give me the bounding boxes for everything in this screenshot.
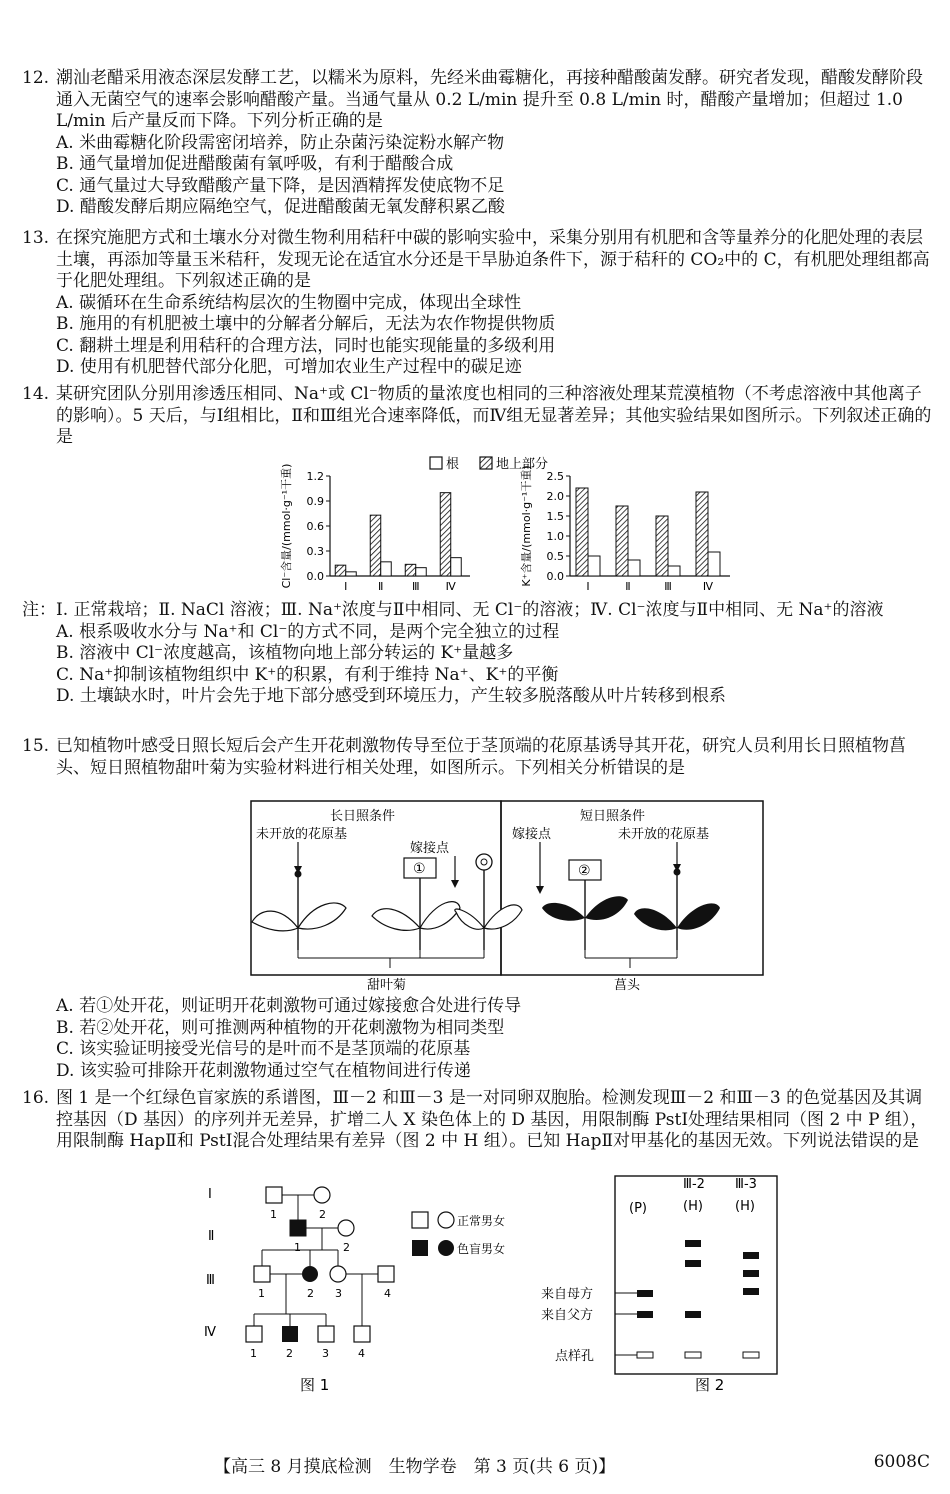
svg-text:2: 2 (286, 1347, 293, 1360)
y-tick-label: 1.5 (546, 510, 564, 523)
y-axis-label: K⁺含量/(mmol·g⁻¹干重) (520, 465, 533, 587)
option-a: A. 米曲霉糖化阶段需密闭培养，防止杂菌污染淀粉水解产物 (56, 132, 505, 153)
question-12 (22, 68, 934, 219)
svg-text:1: 1 (250, 1347, 257, 1360)
footer-title: 【高三 8 月摸底检测 生物学卷 第 3 页(共 6 页)】 (214, 1457, 616, 1477)
svg-text:2: 2 (319, 1208, 326, 1221)
ion-content-charts (270, 452, 740, 596)
gen-label: Ⅳ (204, 1325, 216, 1340)
bar-root (708, 552, 720, 576)
cl-chart (279, 464, 470, 593)
y-axis-label: Cl⁻含量/(mmol·g⁻¹干重) (280, 463, 293, 589)
question-14-rest (22, 600, 934, 708)
legend-normal: 正常男女 (457, 1214, 506, 1228)
svg-text:3: 3 (335, 1287, 342, 1300)
option-a: A. 根系吸收水分与 Na⁺和 Cl⁻的方式不同，是两个完全独立的过程 (56, 621, 560, 642)
x-tick-label: Ⅳ (702, 580, 714, 593)
graft-label-left: 嫁接点 (410, 841, 450, 856)
y-tick-label: 1.2 (306, 470, 324, 483)
x-tick-label: Ⅲ (664, 580, 672, 593)
option-c: C. Na⁺抑制该植物组织中 K⁺的积累，有利于维持 Na⁺、K⁺的平衡 (56, 664, 559, 685)
legend-root-swatch (430, 457, 442, 469)
short-day-label: 短日照条件 (580, 809, 646, 824)
bar-shoot (696, 492, 708, 576)
y-tick-label: 0.0 (546, 570, 564, 583)
bar-root (588, 556, 600, 576)
bar-shoot (440, 493, 451, 576)
well-label: 点样孔 (555, 1349, 595, 1364)
y-tick-label: 1.0 (546, 530, 564, 543)
legend-shoot-label: 地上部分 (496, 457, 549, 472)
footer-code: 6008C (873, 1452, 930, 1472)
fig1-caption: 图 1 (300, 1376, 330, 1394)
father-label: 来自父方 (541, 1308, 594, 1323)
bar-root (451, 558, 462, 576)
bar-root (416, 568, 427, 576)
question-13 (22, 228, 934, 379)
graft-label-right: 嫁接点 (512, 827, 552, 842)
option-c: C. 翻耕土埋是利用秸秆的合理方法，同时也能实现能量的多级利用 (56, 335, 556, 356)
y-tick-label: 0.5 (546, 550, 564, 563)
svg-text:4: 4 (358, 1347, 365, 1360)
question-stem: 某研究团队分别用渗透压相同、Na⁺或 Cl⁻物质的量浓度也相同的三种溶液处理某荒漠植物（不考虑溶液中其他离子的影响）。5 天后，与Ⅰ组相比，Ⅱ和Ⅲ组光合速率降低，而Ⅳ组无显著差异；其他实验结果如图所示。下列叙述正确的是 (56, 384, 932, 447)
y-tick-label: 0.0 (306, 570, 324, 583)
bar-shoot (405, 564, 416, 576)
bar-shoot (656, 516, 668, 576)
option-b: B. 溶液中 Cl⁻浓度越高，该植物向地上部分转运的 K⁺量越多 (56, 643, 514, 663)
y-tick-label: 0.3 (306, 545, 324, 558)
svg-text:4: 4 (384, 1287, 391, 1300)
col-h-label-3: (H) (735, 1199, 755, 1214)
question-number: 16. (22, 1088, 50, 1108)
svg-text:1: 1 (270, 1208, 277, 1221)
option-d: D. 使用有机肥替代部分化肥，可增加农业生产过程中的碳足迹 (56, 357, 522, 377)
gen-label: Ⅲ (206, 1273, 215, 1288)
option-a: A. 碳循环在生命系统结构层次的生物圈中完成，体现出全球性 (56, 292, 522, 313)
x-tick-label: Ⅱ (378, 580, 384, 593)
x-tick-label: Ⅱ (625, 580, 631, 593)
bar-root (668, 566, 680, 576)
x-tick-label: Ⅰ (344, 580, 348, 593)
y-tick-label: 0.6 (306, 520, 324, 533)
legend-shoot-swatch (480, 457, 492, 469)
question-number: 15. (22, 736, 50, 756)
question-15-options (22, 996, 934, 1082)
col-h-label-2: (H) (683, 1199, 703, 1214)
mark-2: ② (578, 863, 591, 879)
option-d: D. 土壤缺水时，叶片会先于地下部分感受到环境压力，产生较多脱落酸从叶片转移到根系 (56, 686, 726, 706)
bar-root (628, 560, 640, 576)
x-tick-label: Ⅰ (586, 580, 590, 593)
y-tick-label: 2.0 (546, 490, 564, 503)
svg-text:1: 1 (258, 1287, 265, 1300)
col-p-label: (P) (629, 1201, 647, 1216)
bar-shoot (576, 488, 588, 576)
option-c: C. 该实验证明接受光信号的是叶而不是茎顶端的花原基 (56, 1039, 471, 1059)
svg-text:3: 3 (322, 1347, 329, 1360)
option-b: B. 施用的有机肥被土壤中的分解者分解后，无法为农作物提供物质 (56, 314, 556, 334)
bar-root (381, 562, 392, 576)
bar-shoot (335, 565, 346, 576)
grafting-figure (250, 800, 765, 995)
legend-affected: 色盲男女 (457, 1242, 506, 1256)
bar-root (346, 572, 357, 576)
question-14 (22, 384, 934, 449)
option-c: C. 通气量过大导致醋酸产量下降，是因酒精挥发使底物不足 (56, 175, 505, 196)
gen-label: Ⅱ (208, 1229, 215, 1244)
option-a: A. 若①处开花，则证明开花刺激物可通过嫁接愈合处进行传导 (56, 996, 522, 1016)
chart-note: 注：Ⅰ. 正常栽培；Ⅱ. NaCl 溶液；Ⅲ. Na⁺浓度与Ⅱ中相同、无 Cl⁻的溶液；Ⅳ. Cl⁻浓度与Ⅱ中相同、无 Na⁺的溶液 (22, 600, 884, 620)
plant2-label: 菖头 (614, 978, 641, 993)
question-stem: 潮汕老醋采用液态深层发酵工艺，以糯米为原料，先经米曲霉糖化，再接种醋酸菌发酵。研究者发现，醋酸发酵阶段通入无菌空气的速率会影响醋酸产量。当通气量从 0.2 L/min 提升至 0.8 L/min 时，醋酸产量增加；但超过 1.0 L/min 后产量反而下降。下列分析正确的是 (56, 68, 923, 131)
mark-1: ① (413, 861, 426, 877)
option-d: D. 该实验可排除开花刺激物通过空气在植物间进行传递 (56, 1060, 471, 1081)
gen-label: Ⅰ (208, 1187, 212, 1202)
question-15 (22, 736, 934, 779)
unopened-label-left: 未开放的花原基 (256, 827, 348, 842)
question-number: 12. (22, 68, 50, 88)
bar-shoot (616, 506, 628, 576)
legend-root-label: 根 (446, 457, 460, 472)
svg-text:2: 2 (307, 1287, 314, 1300)
option-d: D. 醋酸发酵后期应隔绝空气，促进醋酸菌无氧发酵积累乙酸 (56, 197, 505, 217)
option-b: B. 若②处开花，则可推测两种植物的开花刺激物为相同类型 (56, 1017, 505, 1038)
y-tick-label: 2.5 (546, 470, 564, 483)
question-16 (22, 1088, 934, 1153)
bar-shoot (370, 515, 381, 576)
svg-text:2: 2 (343, 1241, 350, 1254)
question-number: 14. (22, 384, 50, 404)
question-stem: 图 1 是一个红绿色盲家族的系谱图，Ⅲ－2 和Ⅲ－3 是一对同卵双胞胎。检测发现Ⅲ－2 和Ⅲ－3 的色觉基因及其调控基因（D 基因）的序列并无差异，扩增二人 X 染色体上的 D 基因，用限制酶 PstⅠ处理结果相同（图 2 中 P 组），用限制酶 HapⅡ和 PstⅠ混合处理结果有差异（图 2 中 H 组）。已知 HapⅡ对甲基化的基因无效。下列说法错误的是 (56, 1088, 928, 1151)
question-number: 13. (22, 228, 50, 248)
y-tick-label: 0.9 (306, 495, 324, 508)
fig2-caption: 图 2 (695, 1376, 725, 1394)
gel-figure (535, 1172, 785, 1400)
stevia-label: 甜叶菊 (367, 978, 407, 993)
option-b: B. 通气量增加促进醋酸菌有氧呼吸，有利于醋酸合成 (56, 154, 454, 174)
lane-3-2-label: Ⅲ-2 (683, 1177, 705, 1192)
x-tick-label: Ⅲ (411, 580, 420, 593)
lane-3-3-label: Ⅲ-3 (735, 1177, 757, 1192)
pedigree-figure (200, 1180, 525, 1400)
question-stem: 在探究施肥方式和土壤水分对微生物利用秸秆中碳的影响实验中，采集分别用有机肥和含等量养分的化肥处理的表层土壤，再添加等量玉米秸秆，发现无论在适宜水分还是干旱胁迫条件下，源于秸秆的 CO₂中的 C，有机肥处理组都高于化肥处理组。下列叙述正确的是 (56, 228, 930, 291)
long-day-label: 长日照条件 (330, 809, 396, 824)
svg-text:1: 1 (294, 1241, 301, 1254)
k-chart (519, 465, 730, 593)
unopened-label-right: 未开放的花原基 (618, 827, 710, 842)
mother-label: 来自母方 (541, 1287, 594, 1302)
question-stem: 已知植物叶感受日照长短后会产生开花刺激物传导至位于茎顶端的花原基诱导其开花，研究人员利用长日照植物菖头、短日照植物甜叶菊为实验材料进行相关处理，如图所示。下列相关分析错误的是 (56, 736, 906, 778)
x-tick-label: Ⅳ (445, 580, 456, 593)
